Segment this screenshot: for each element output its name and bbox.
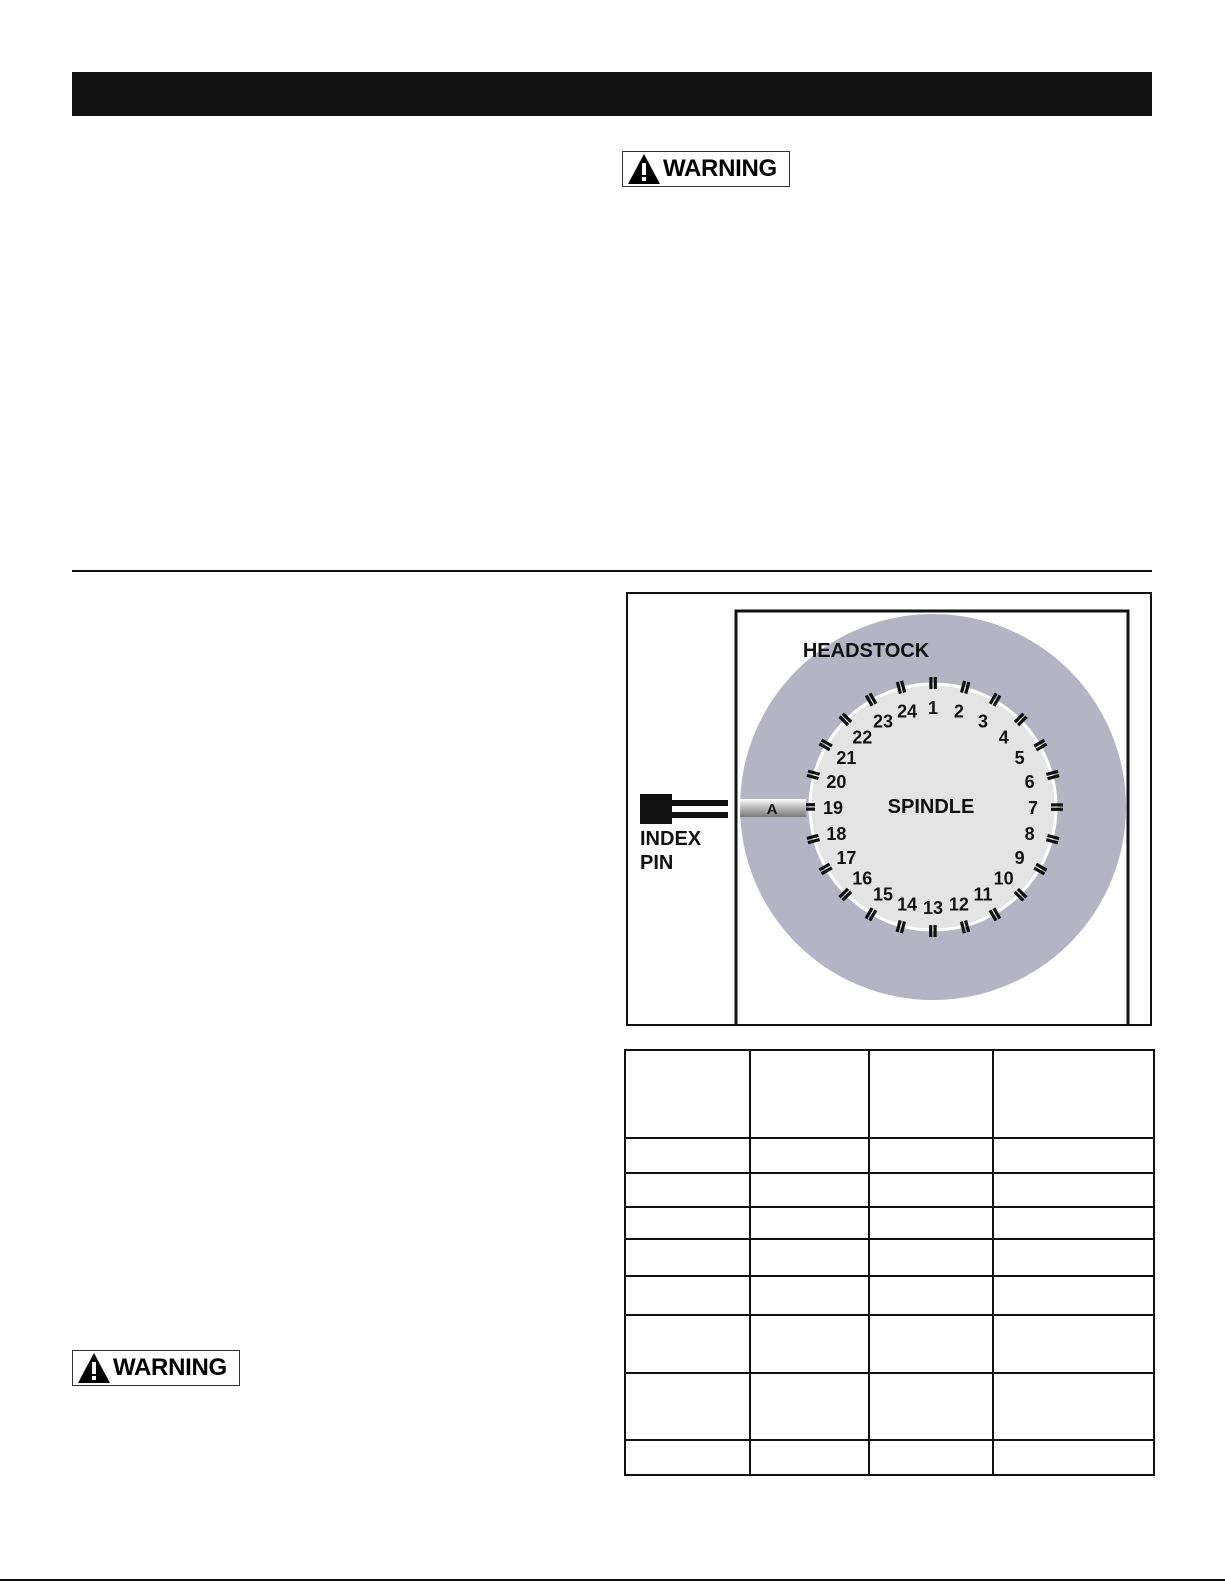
position-number-22: 22	[852, 727, 873, 748]
table-cell	[869, 1373, 993, 1439]
position-number-12: 12	[948, 894, 969, 915]
table-cell	[750, 1315, 869, 1373]
table-cell	[869, 1440, 993, 1475]
index-hole-mark	[929, 677, 932, 689]
table-cell	[750, 1050, 869, 1138]
table-cell	[625, 1239, 750, 1276]
table-cell	[625, 1173, 750, 1207]
page-bottom-rule	[0, 1579, 1225, 1581]
position-number-2: 2	[953, 701, 964, 722]
table-row	[625, 1207, 1154, 1239]
section-divider	[72, 570, 1152, 572]
position-number-10: 10	[993, 868, 1014, 889]
table-cell	[869, 1239, 993, 1276]
index-hole-mark	[934, 925, 937, 937]
table-row	[625, 1276, 1154, 1315]
position-number-13: 13	[922, 898, 944, 918]
table-cell	[869, 1315, 993, 1373]
index-hole-mark	[1051, 803, 1063, 806]
table-row	[625, 1373, 1154, 1439]
section-header-bar	[72, 72, 1152, 116]
spindle-label: SPINDLE	[887, 796, 975, 818]
position-number-24: 24	[897, 701, 918, 722]
table-cell	[625, 1315, 750, 1373]
position-number-20: 20	[826, 772, 847, 793]
table-cell	[625, 1050, 750, 1138]
warning-triangle-icon	[627, 153, 661, 185]
table-cell	[869, 1276, 993, 1315]
position-number-8: 8	[1024, 823, 1035, 844]
table-cell	[750, 1276, 869, 1315]
table-cell	[869, 1207, 993, 1239]
position-number-16: 16	[852, 868, 873, 889]
table-cell	[625, 1207, 750, 1239]
table-cell	[625, 1138, 750, 1172]
position-number-5: 5	[1014, 748, 1025, 768]
position-number-15: 15	[872, 884, 894, 905]
table-cell	[869, 1138, 993, 1172]
position-number-14: 14	[897, 894, 918, 915]
position-number-23: 23	[872, 711, 894, 732]
warning-text: WARNING	[663, 155, 777, 182]
position-number-19: 19	[822, 798, 844, 818]
table-cell	[993, 1050, 1154, 1138]
indexing-table	[624, 1049, 1155, 1476]
warning-label-top	[622, 151, 790, 187]
indexing-table-body	[625, 1050, 1154, 1475]
table-cell	[750, 1207, 869, 1239]
position-number-1: 1	[927, 698, 939, 718]
position-number-7: 7	[1027, 798, 1039, 818]
table-cell	[869, 1050, 993, 1138]
table-cell	[625, 1276, 750, 1315]
index-hole-mark	[929, 925, 932, 937]
table-cell	[869, 1173, 993, 1207]
table-cell	[993, 1239, 1154, 1276]
index-pin-knob	[640, 794, 672, 824]
index-pin-label-line1: INDEX	[640, 828, 702, 850]
table-cell	[993, 1315, 1154, 1373]
table-row	[625, 1440, 1154, 1475]
table-cell	[750, 1373, 869, 1439]
position-number-4: 4	[998, 727, 1009, 748]
pin-callout-a: A	[766, 801, 778, 818]
table-row	[625, 1239, 1154, 1276]
table-row	[625, 1173, 1154, 1207]
index-hole-mark	[1051, 808, 1063, 811]
warning-text: WARNING	[113, 1354, 227, 1381]
table-cell	[750, 1138, 869, 1172]
index-pin-label-line2: PIN	[640, 852, 674, 874]
warning-triangle-icon	[77, 1352, 111, 1384]
position-number-6: 6	[1024, 772, 1035, 793]
table-cell	[750, 1173, 869, 1207]
table-cell	[993, 1207, 1154, 1239]
table-cell	[993, 1173, 1154, 1207]
position-number-9: 9	[1014, 848, 1025, 868]
table-cell	[750, 1239, 869, 1276]
table-row	[625, 1050, 1154, 1138]
position-number-21: 21	[836, 748, 857, 768]
warning-label-bottom	[72, 1350, 240, 1386]
table-cell	[993, 1276, 1154, 1315]
index-hole-mark	[934, 677, 937, 689]
indexing-dial-figure	[628, 594, 1152, 1026]
table-cell	[750, 1440, 869, 1475]
table-cell	[625, 1373, 750, 1439]
table-cell	[625, 1440, 750, 1475]
table-cell	[993, 1440, 1154, 1475]
table-row	[625, 1138, 1154, 1172]
position-number-11: 11	[973, 884, 993, 905]
headstock-label: HEADSTOCK	[802, 640, 930, 662]
table-cell	[993, 1138, 1154, 1172]
table-cell	[993, 1373, 1154, 1439]
position-number-17: 17	[836, 848, 857, 868]
table-row	[625, 1315, 1154, 1373]
position-number-18: 18	[826, 823, 847, 844]
index-pin-shaft	[672, 800, 728, 806]
position-number-3: 3	[977, 711, 989, 732]
indexing-diagram	[626, 592, 1152, 1026]
